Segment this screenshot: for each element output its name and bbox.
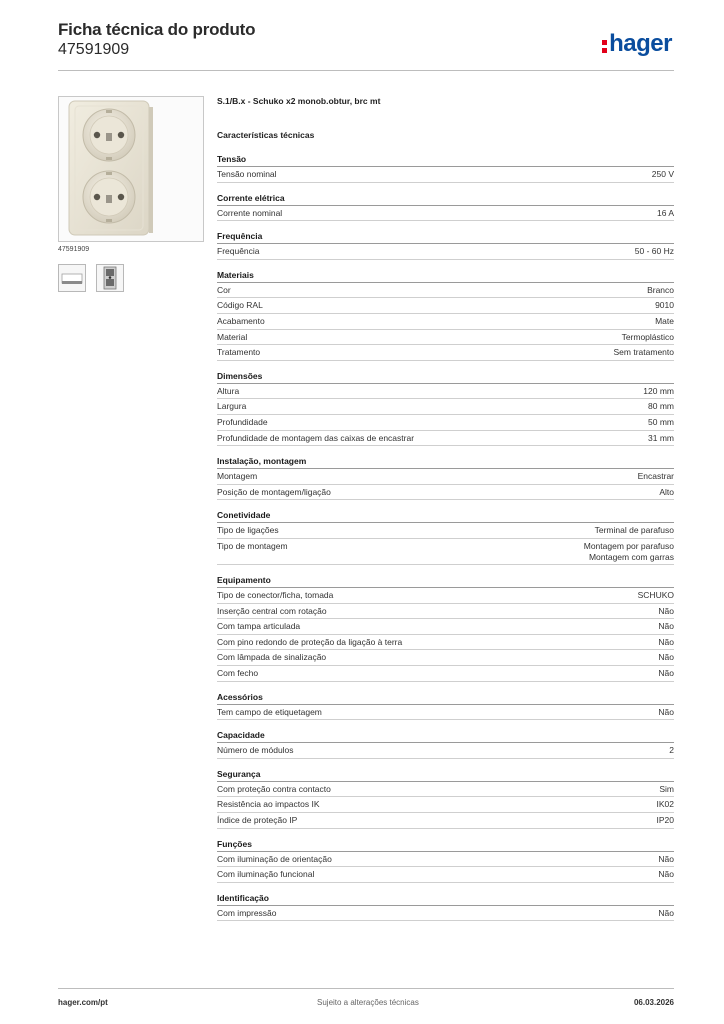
spec-row <box>217 705 674 721</box>
spec-group <box>217 730 674 759</box>
spec-row <box>217 330 674 346</box>
spec-value <box>657 208 674 219</box>
spec-row <box>217 431 674 447</box>
socket-side-icon <box>59 265 85 291</box>
spec-value <box>638 590 674 601</box>
footer-divider <box>58 988 674 989</box>
spec-group-title: Acessórios <box>217 692 674 705</box>
spec-group-title: Segurança <box>217 769 674 782</box>
spec-value-line: 80 mm <box>648 401 674 412</box>
spec-value-line: Não <box>658 621 674 632</box>
spec-label: Tratamento <box>217 347 261 358</box>
spec-value <box>635 246 674 257</box>
spec-row <box>217 604 674 620</box>
spec-value <box>655 300 674 311</box>
spec-group-title: Corrente elétrica <box>217 193 674 206</box>
spec-value-line: Não <box>658 652 674 663</box>
spec-group <box>217 231 674 260</box>
spec-value-line: 2 <box>669 745 674 756</box>
spec-group <box>217 456 674 500</box>
footer-note: Sujeito a alterações técnicas <box>317 998 419 1007</box>
spec-value-line: Não <box>658 907 674 918</box>
spec-label: Código RAL <box>217 300 263 311</box>
spec-value-line: Encastrar <box>637 471 674 482</box>
logo-dots-icon <box>602 40 607 53</box>
spec-value-line: Alto <box>659 486 674 497</box>
spec-label: Com iluminação de orientação <box>217 853 332 864</box>
spec-value-line: Não <box>658 853 674 864</box>
spec-group-title: Dimensões <box>217 371 674 384</box>
spec-row <box>217 635 674 651</box>
spec-group <box>217 893 674 922</box>
spec-value <box>657 799 675 810</box>
spec-row <box>217 650 674 666</box>
spec-label: Acabamento <box>217 315 265 326</box>
spec-value <box>658 606 674 617</box>
spec-value-line: Sem tratamento <box>613 347 674 358</box>
thumbnail-list <box>58 264 204 292</box>
product-images <box>58 96 204 292</box>
spec-value <box>658 869 674 880</box>
spec-label: Tipo de montagem <box>217 540 288 551</box>
spec-row <box>217 399 674 415</box>
spec-value <box>622 332 674 343</box>
hager-logo <box>602 30 672 58</box>
spec-row <box>217 523 674 539</box>
spec-value-line: 16 A <box>656 207 674 218</box>
spec-value-line: 120 mm <box>643 385 674 396</box>
spec-row <box>217 852 674 868</box>
spec-row <box>217 743 674 759</box>
spec-value <box>638 471 674 482</box>
spec-value-line: Termoplástico <box>621 331 674 342</box>
page-header <box>58 20 674 68</box>
product-name: S.1/B.x - Schuko x2 monob.obtur, brc mt <box>217 96 381 106</box>
spec-row <box>217 906 674 922</box>
spec-value <box>658 854 674 865</box>
spec-row <box>217 298 674 314</box>
footer-date: 06.03.2026 <box>633 998 674 1007</box>
spec-label: Profundidade <box>217 416 268 427</box>
spec-value-line: Branco <box>647 284 674 295</box>
spec-value <box>658 908 674 919</box>
spec-label: Tipo de ligações <box>217 525 279 536</box>
thumbnail-side-view[interactable] <box>58 264 86 292</box>
photo-caption: 47591909 <box>58 246 90 253</box>
spec-value-line: 50 mm <box>648 416 674 427</box>
spec-value-line: Não <box>658 869 674 880</box>
spec-group-title: Capacidade <box>217 730 674 743</box>
spec-label: Material <box>217 331 248 342</box>
spec-content <box>217 96 674 921</box>
spec-row <box>217 314 674 330</box>
page-footer <box>58 998 674 1007</box>
spec-value <box>657 815 675 826</box>
spec-row <box>217 283 674 299</box>
spec-value-line: Não <box>658 668 674 679</box>
spec-value <box>648 433 674 444</box>
spec-value-line: Não <box>658 605 674 616</box>
spec-row <box>217 469 674 485</box>
product-code: 47591909 <box>58 41 130 58</box>
spec-row <box>217 813 674 829</box>
spec-value <box>643 386 674 397</box>
spec-value <box>658 637 674 648</box>
spec-row <box>217 244 674 260</box>
spec-row <box>217 782 674 798</box>
spec-label: Com lâmpada de sinalização <box>217 652 327 663</box>
spec-label: Com pino redondo de proteção da ligação à terra <box>217 636 403 647</box>
spec-value-line: SCHUKO <box>637 590 674 601</box>
spec-value-line: Não <box>658 706 674 717</box>
spec-value <box>584 541 674 562</box>
spec-group <box>217 575 674 682</box>
footer-website[interactable]: hager.com/pt <box>58 998 108 1007</box>
spec-group-title: Conetividade <box>217 510 674 523</box>
spec-value-line: Terminal de parafuso <box>594 525 674 536</box>
spec-value <box>648 401 674 412</box>
spec-group <box>217 154 674 183</box>
spec-value <box>595 525 674 536</box>
spec-group <box>217 371 674 446</box>
spec-group <box>217 270 674 361</box>
spec-label: Com proteção contra contacto <box>217 783 331 794</box>
spec-value-line: IP20 <box>656 815 674 826</box>
spec-label: Com fecho <box>217 668 259 679</box>
spec-row <box>217 867 674 883</box>
thumbnail-back-view[interactable] <box>96 264 124 292</box>
spec-label: Posição de montagem/ligação <box>217 486 331 497</box>
spec-value-line: 9010 <box>655 300 674 311</box>
spec-label: Altura <box>217 385 240 396</box>
spec-label: Corrente nominal <box>217 207 283 218</box>
spec-group-title: Materiais <box>217 270 674 283</box>
spec-group <box>217 193 674 222</box>
spec-label: Índice de proteção IP <box>217 815 298 826</box>
spec-row <box>217 415 674 431</box>
spec-label: Cor <box>217 284 231 295</box>
spec-value <box>669 745 674 756</box>
spec-value-line: Montagem por parafuso <box>583 540 674 551</box>
spec-group-title: Equipamento <box>217 575 674 588</box>
spec-value <box>658 707 674 718</box>
spec-label: Profundidade de montagem das caixas de encastrar <box>217 432 415 443</box>
header-divider <box>58 70 674 71</box>
spec-value <box>658 621 674 632</box>
spec-group <box>217 839 674 883</box>
spec-value-line: 31 mm <box>648 432 674 443</box>
spec-value <box>655 316 674 327</box>
spec-value-line: 250 V <box>651 169 674 179</box>
spec-label: Número de módulos <box>217 745 294 756</box>
spec-row <box>217 206 674 222</box>
spec-row <box>217 345 674 361</box>
spec-value-line: Não <box>658 636 674 647</box>
spec-value-line: IK02 <box>656 799 674 810</box>
spec-value <box>647 285 674 296</box>
spec-label: Tipo de conector/ficha, tomada <box>217 590 334 601</box>
spec-group-title: Funções <box>217 839 674 852</box>
document-title: Ficha técnica do produto <box>58 20 256 39</box>
spec-group <box>217 769 674 829</box>
spec-row <box>217 797 674 813</box>
spec-row <box>217 384 674 400</box>
spec-label: Resistência ao impactos IK <box>217 799 320 810</box>
spec-value <box>648 417 674 428</box>
spec-group-title: Instalação, montagem <box>217 456 674 469</box>
spec-value <box>659 487 674 498</box>
spec-value <box>652 169 674 180</box>
spec-group-title: Tensão <box>217 154 674 167</box>
product-photo <box>58 96 204 242</box>
spec-value <box>658 652 674 663</box>
spec-label: Tem campo de etiquetagem <box>217 706 322 717</box>
spec-group-title: Identificação <box>217 893 674 906</box>
spec-group <box>217 692 674 721</box>
spec-value <box>659 784 674 795</box>
logo-text: hager <box>609 30 672 57</box>
spec-group-title: Frequência <box>217 231 674 244</box>
spec-label: Montagem <box>217 471 258 482</box>
spec-row <box>217 666 674 682</box>
spec-label: Inserção central com rotação <box>217 605 327 616</box>
spec-row <box>217 167 674 183</box>
spec-label: Tensão nominal <box>217 169 277 179</box>
spec-label: Com tampa articulada <box>217 621 301 632</box>
spec-value-line: Sim <box>659 783 674 794</box>
spec-value-line: Montagem com garras <box>588 551 674 562</box>
section-title: Características técnicas <box>217 130 315 140</box>
spec-row <box>217 588 674 604</box>
spec-row <box>217 619 674 635</box>
spec-label: Frequência <box>217 246 260 257</box>
spec-value-line: Mate <box>655 315 674 326</box>
spec-value <box>614 347 674 358</box>
socket-back-icon <box>97 265 123 291</box>
spec-row <box>217 485 674 501</box>
spec-group <box>217 510 674 565</box>
spec-label: Largura <box>217 401 247 412</box>
spec-row <box>217 539 674 565</box>
spec-groups <box>217 154 674 921</box>
double-socket-image <box>59 97 203 241</box>
spec-label: Com impressão <box>217 907 277 918</box>
spec-value-line: 50 - 60 Hz <box>634 246 674 257</box>
spec-label: Com iluminação funcional <box>217 869 315 880</box>
spec-value <box>658 668 674 679</box>
